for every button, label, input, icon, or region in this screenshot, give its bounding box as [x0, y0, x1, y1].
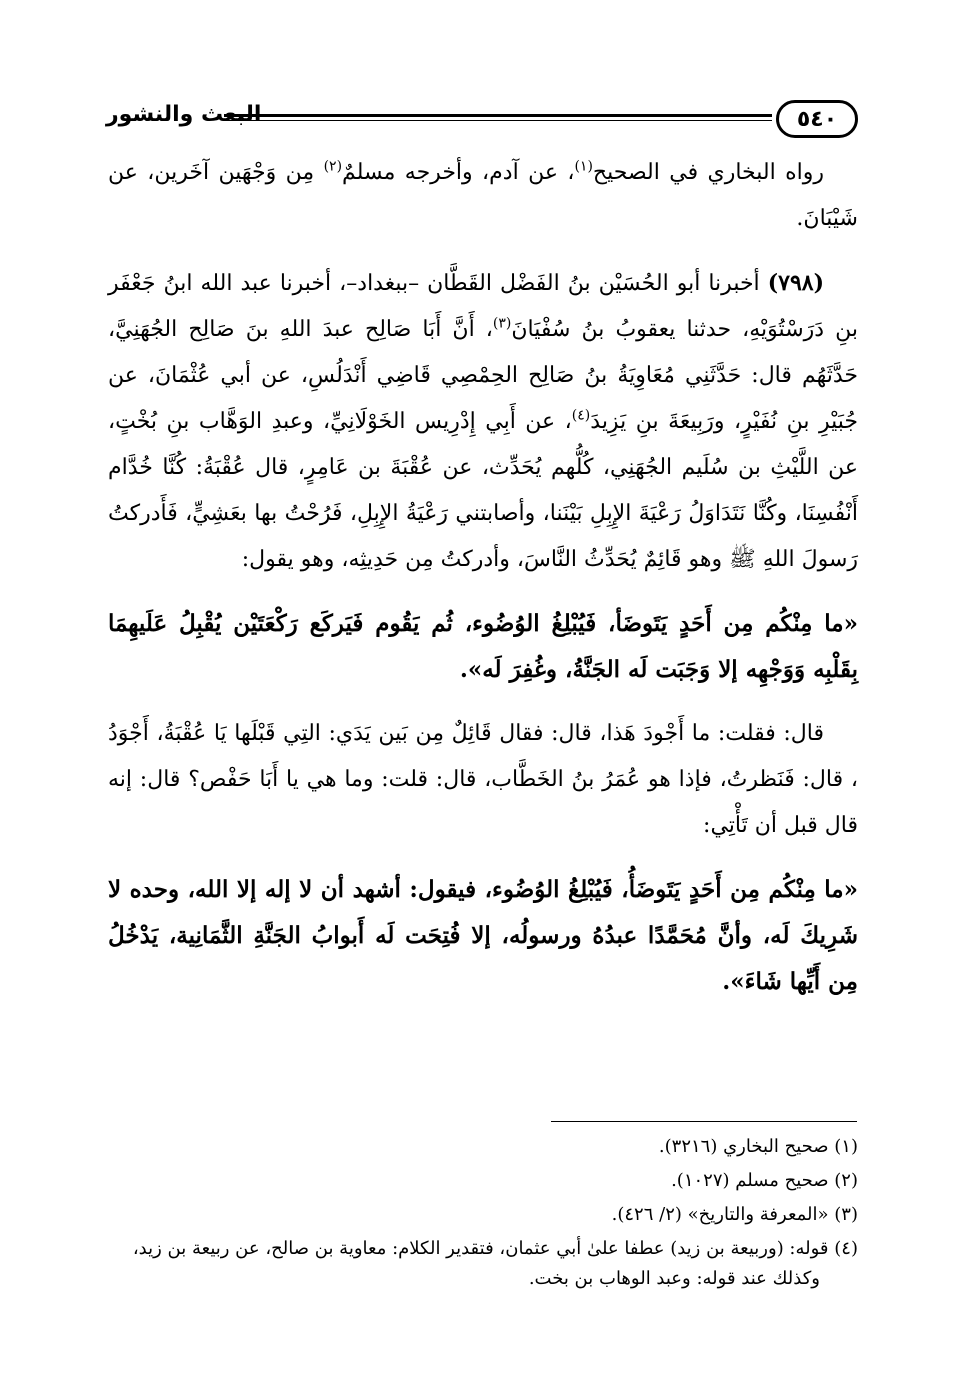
footnote-ref: (٣): [492, 315, 512, 332]
paragraph: [108, 711, 858, 849]
footnote-ref: (٤): [571, 407, 591, 424]
text-run: «ما مِنْكُم مِن أَحَدٍ يَتَوضَأُ، فَيُبْلِغُ الوُضُوء، فيقول: أشهد أن لا إله إلا الله، وحده لا شَرِيكَ لَه، وأنَّ مُحَمَّدًا عبدُهُ ورسولُه، إلا فُتِحَت لَه أَبوابُ الجَنَّةِ الثَّمَانِية، يَدْخُلُ مِن أَيِّها شَاءَ».: [108, 876, 858, 995]
hadith-quote: [108, 601, 858, 693]
text-run: ، أَنَّ أَبَا صَالِح عبدَ اللهِ بنَ صَالِح الجُهَنِيَّ، حَدَّثَهُم قال: حَدَّثَنِي مُعَاوِيَةُ بنُ صَالِح الحِمْصِي قَاضِي أَنْدَلُسِ، عن أبي عُثْمَانَ، عن جُبَيْرِ بنِ نُفَيْرٍ، ورَبِيعَةَ بنِ يَزِيدَ: [108, 317, 859, 434]
page-number: ٥٤٠: [796, 106, 838, 132]
paragraph: [108, 260, 858, 583]
text-run: أخبرنا أبو الحُسَيْن بنُ الفَضْل القَطَّان –ببغداد–، أخبرنا عبد الله ابنُ جَعْفَر بنِ دَرَسْتُوَيْهِ، حدثنا يعقوبُ بنُ سُفْيَانَ: [108, 271, 858, 342]
hadith-number: (٧٩٨): [767, 270, 824, 296]
footnote-ref: (١): [574, 158, 593, 175]
main-text: [108, 150, 858, 1023]
text-run: «ما مِنْكُم مِن أَحَدٍ يَتَوضَأ، فَيُبْلِغُ الوُضُوء، ثُم يَقُوم فَيَركَع رَكْعَتَيْن يُقْبِلُ عَلَيهِمَا بِقَلْبِه وَوَجْهِه إلا وَجَبَت لَه الجَنَّةُ، وغُفِرَ لَه».: [108, 610, 858, 683]
text-run: مِن وَجْهَين آخَرين، عن شَيْبَانَ.: [108, 160, 858, 231]
book-title: البعث والنشور: [106, 102, 262, 127]
page-number-badge: [776, 100, 858, 138]
footnote-2: (٢) صحيح مسلم (١٠٢٧).: [671, 1170, 858, 1191]
page-header: [106, 98, 858, 144]
text-run: رواه البخاري في الصحيح: [592, 160, 824, 185]
text-run: ، عن أَبِي إِدْرِيس الخَوْلَانِيِّ، وعبدِ الوَهَّاب بنِ بُخْتٍ، عن اللَّيْثِ بن سُلَيم الجُهَنِي، كُلُّهم يُحَدِّث، عن عُقْبَةَ بن عَامِرٍ، قال عُقْبَةُ: كُنَّا خُدَّام أَنْفُسِنَا، وكُنَّا نَتَدَاوَلُ رَعْيَةَ الإِبِلِ بَيْنَنا، وأصابتني رَعْيَةُ الإِبِلِ، فَرُحْتُ بها بعَشِيٍّ، فَأَدركتُ رَسولَ اللهِ ﷺ وهو قَائِمٌ يُحَدِّثُ النَّاسَ، وأدركتُ مِن حَدِيثِه، وهو يقول:: [108, 409, 858, 572]
paragraph: [108, 150, 858, 242]
text-run: قال: فقلت: ما أَجْودَ هَذا، قال: فقال قَائِلٌ مِن بَين يَدَي: التِي قَبْلَها يَا عُقْبَةُ، أَجْوَدُ ، قال: فَنَظرتُ، فإذا هو عُمَرُ بنُ الخَطَّاب، قال: قلت: وما هي يا أَبَا حَفْص؟ قال: إنه قال قبل أن تَأْتِي:: [108, 721, 858, 838]
footnotes: [108, 1132, 858, 1298]
footnote-4: (٤) قوله: (وربيعة بن زيد) عطفا علىٰ أبي عثمان، فتقدير الكلام: معاوية بن صالح، عن ربيعة بن زيد، وكذلك عند قوله: وعبد الوهاب بن بخت.: [132, 1238, 858, 1289]
hadith-quote: [108, 867, 858, 1005]
footnote-1: (١) صحيح البخاري (٣٢١٦).: [658, 1136, 858, 1157]
footnote-3: (٣) «المعرفة والتاريخ» (٢/ ٤٢٦).: [611, 1204, 858, 1225]
footnote-separator: [551, 1121, 857, 1122]
header-rule: [224, 114, 772, 121]
footnote-ref: (٢): [323, 158, 343, 175]
text-run: ، عن آدم، وأخرجه مسلمٌ: [342, 160, 575, 185]
